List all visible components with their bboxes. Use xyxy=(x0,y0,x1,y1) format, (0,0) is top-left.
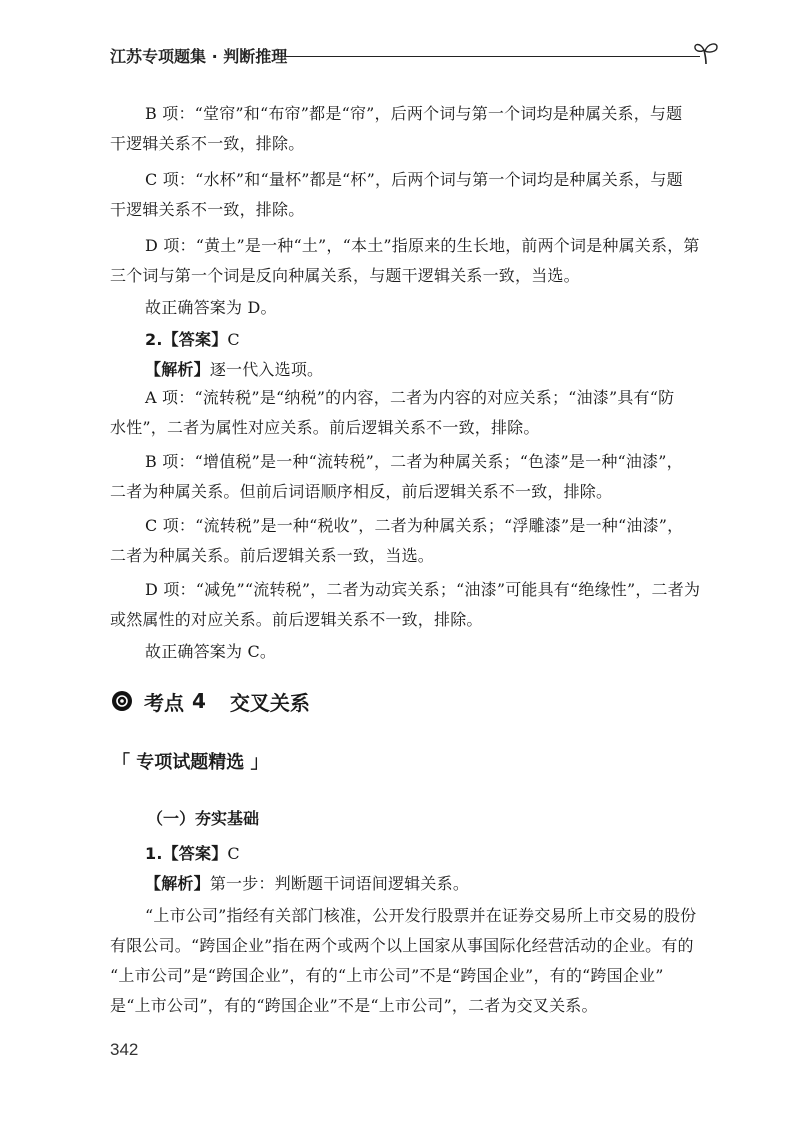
q1-analysis-text: 第一步：判断题干词语间逻辑关系。 xyxy=(209,874,470,893)
category-label: 「 专项试题精选 」 xyxy=(112,752,269,773)
q1-paragraph-line-3: “上市公司”是“跨国企业”，有的“上市公司”不是“跨国企业”，有的“跨国企业” xyxy=(110,966,664,985)
q2-option-c-line-1: C 项：“流转税”是一种“税收”，二者为种属关系；“浮雕漆”是一种“油漆”， xyxy=(145,516,684,535)
q1-analysis-label: 【解析】 xyxy=(145,874,210,893)
conclusion-2: 故正确答案为 C。 xyxy=(145,642,277,661)
q1-paragraph-line-1: “上市公司”指经有关部门核准，公开发行股票并在证券交易所上市交易的股份 xyxy=(145,906,697,925)
target-icon xyxy=(112,691,132,711)
q2-option-c-line-2: 二者为种属关系。前后逻辑关系一致，当选。 xyxy=(110,546,435,565)
page-number: 342 xyxy=(110,1040,139,1059)
option-b-line-2: 干逻辑关系不一致，排除。 xyxy=(110,134,305,153)
q2-analysis xyxy=(145,360,323,380)
q2-option-d-line-2: 或然属性的对应关系。前后逻辑关系不一致，排除。 xyxy=(110,610,483,629)
q2-answer-value: C xyxy=(227,330,240,349)
option-b-line-1: B 项：“堂帘”和“布帘”都是“帘”，后两个词与第一个词均是种属关系，与题 xyxy=(145,104,683,123)
running-header xyxy=(110,38,720,74)
sub-heading: （一）夯实基础 xyxy=(147,809,260,828)
q2-option-a-line-1: A 项：“流转税”是“纳税”的内容，二者为内容的对应关系；“油漆”具有“防 xyxy=(145,388,675,407)
option-c-line-1: C 项：“水杯”和“量杯”都是“杯”，后两个词与第一个词均是种属关系，与题 xyxy=(145,170,683,189)
q1-answer xyxy=(145,844,240,864)
q2-answer xyxy=(145,330,240,350)
kaodian-number: 4 xyxy=(192,689,206,713)
q1-answer-value: C xyxy=(227,844,240,863)
option-d-line-2: 三个词与第一个词是反向种属关系，与题干逻辑关系一致，当选。 xyxy=(110,266,580,285)
q2-option-d-line-1: D 项：“减免”“流转税”，二者为动宾关系；“油漆”可能具有“绝缘性”，二者为 xyxy=(145,580,701,599)
header-rule xyxy=(286,56,700,57)
header-title: 江苏专项题集 · 判断推理 xyxy=(110,47,288,66)
q2-option-b-line-2: 二者为种属关系。但前后词语顺序相反，前后逻辑关系不一致，排除。 xyxy=(110,482,613,501)
option-d-line-1: D 项：“黄土”是一种“土”，“本土”指原来的生长地，前两个词是种属关系，第 xyxy=(145,236,700,255)
kaodian-heading xyxy=(112,686,310,716)
conclusion-1: 故正确答案为 D。 xyxy=(145,298,277,317)
q2-answer-label: 2.【答案】 xyxy=(145,330,228,349)
q1-analysis xyxy=(145,874,469,894)
q2-analysis-label: 【解析】 xyxy=(145,360,210,379)
kaodian-title: 交叉关系 xyxy=(229,690,310,715)
q2-analysis-text: 逐一代入选项。 xyxy=(209,360,324,379)
q1-paragraph-line-2: 有限公司。“跨国企业”指在两个或两个以上国家从事国际化经营活动的企业。有的 xyxy=(110,936,694,955)
q2-option-b-line-1: B 项：“增值税”是一种“流转税”，二者为种属关系；“色漆”是一种“油漆”， xyxy=(145,452,683,471)
option-c-line-2: 干逻辑关系不一致，排除。 xyxy=(110,200,305,219)
sprout-icon xyxy=(692,38,720,66)
q1-answer-label: 1.【答案】 xyxy=(145,844,228,863)
q1-paragraph-line-4: 是“上市公司”，有的“跨国企业”不是“上市公司”，二者为交叉关系。 xyxy=(110,996,598,1015)
q2-option-a-line-2: 水性”，二者为属性对应关系。前后逻辑关系不一致，排除。 xyxy=(110,418,540,437)
kaodian-label: 考点 xyxy=(144,690,184,715)
